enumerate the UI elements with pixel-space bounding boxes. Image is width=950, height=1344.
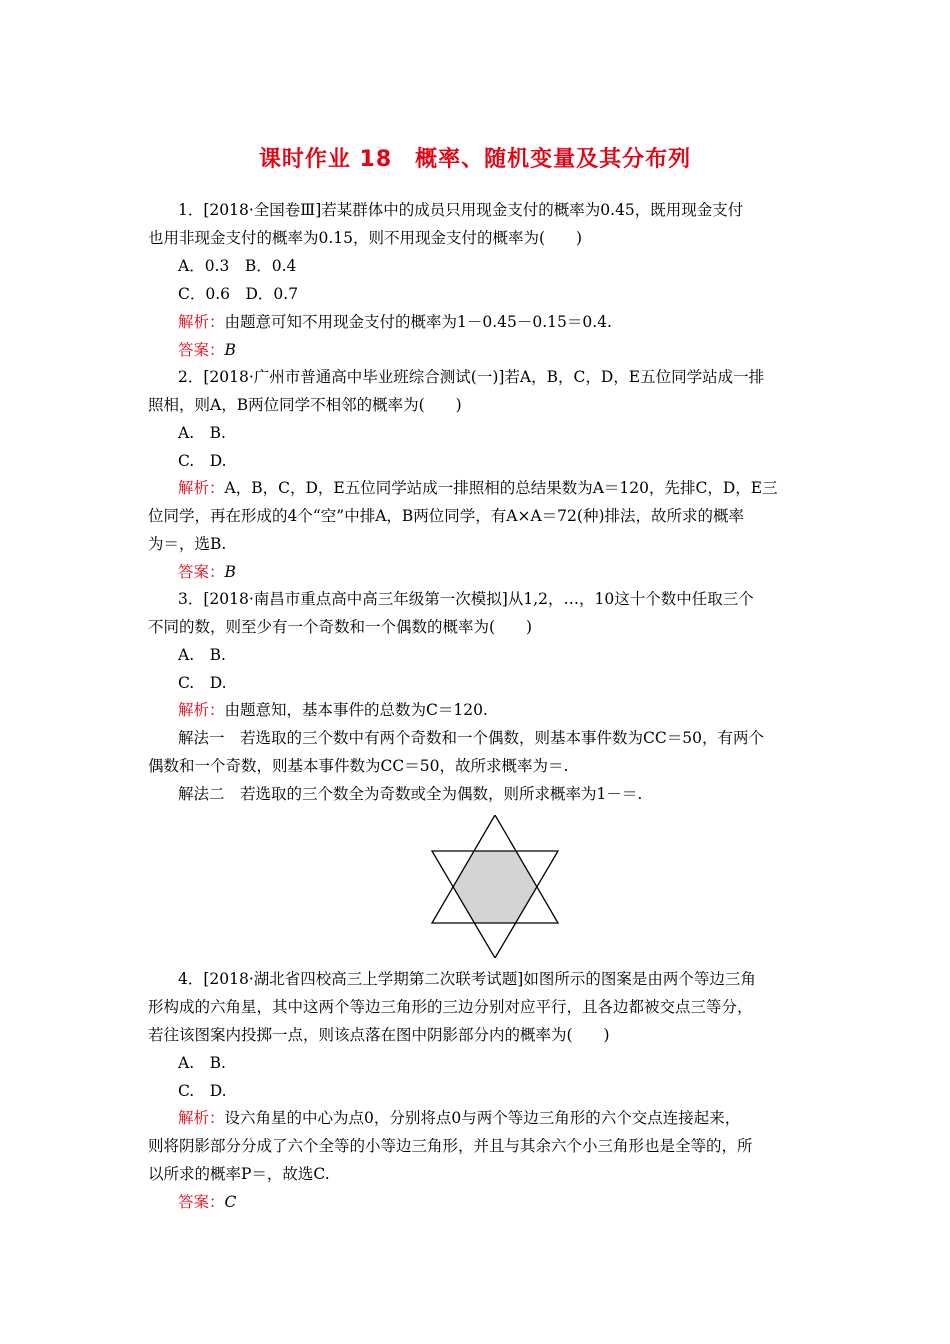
page-title: 课时作业 18 概率、随机变量及其分布列	[258, 147, 692, 172]
q2-options-cd: C. D.	[178, 452, 227, 470]
answer-label: 答案：	[178, 563, 225, 581]
q4-stem-line3: 若往该图案内投掷一点，则该点落在图中阴影部分内的概率为( )	[148, 1026, 610, 1044]
q2-stem-line1: 2．[2018·广州市普通高中毕业班综合测试(一)]若A，B，C，D，E五位同学站成一排	[178, 368, 765, 386]
answer-value: B	[224, 563, 236, 581]
q1-analysis	[178, 311, 612, 333]
q4-answer	[178, 1191, 236, 1213]
q1-stem-line1: 1．[2018·全国卷Ⅲ]若某群体中的成员只用现金支付的概率为0.45，既用现金支付	[178, 201, 744, 219]
q4-stem-line1: 4．[2018·湖北省四校高三上学期第二次联考试题]如图所示的图案是由两个等边三角	[178, 970, 756, 988]
analysis-label: 解析：	[178, 313, 225, 331]
q2-analysis-line2: 位同学，再在形成的4个“空”中排A，B两位同学，有A×A＝72(种)排法，故所求的概率	[148, 507, 744, 525]
q2-analysis-line3: 为＝，选B.	[148, 535, 227, 553]
q3-method1-line2: 偶数和一个奇数，则基本事件数为CC＝50，故所求概率为＝.	[148, 757, 569, 775]
q3-options-cd: C. D.	[178, 674, 227, 692]
q1-answer	[178, 339, 236, 361]
analysis-text: 由题意知，基本事件的总数为C＝120.	[224, 701, 488, 719]
q2-stem-line2: 照相，则A，B两位同学不相邻的概率为( )	[148, 396, 462, 414]
answer-value: C	[224, 1193, 237, 1211]
q1-stem-line2: 也用非现金支付的概率为0.15，则不用现金支付的概率为( )	[148, 229, 583, 247]
analysis-text: A，B，C，D，E五位同学站成一排照相的总结果数为A＝120，先排C，D，E三	[224, 479, 778, 497]
q3-options-ab: A. B.	[178, 646, 226, 664]
answer-value: B	[224, 341, 236, 359]
hexagram-figure	[430, 815, 560, 958]
q4-options-cd: C. D.	[178, 1082, 227, 1100]
q2-options-ab: A. B.	[178, 424, 226, 442]
analysis-text: 由题意可知不用现金支付的概率为1－0.45－0.15＝0.4.	[224, 313, 612, 331]
q3-stem-line1: 3．[2018·南昌市重点高中高三年级第一次模拟]从1,2，…，10这十个数中任取三个	[178, 590, 754, 608]
q3-analysis	[178, 699, 488, 721]
answer-label: 答案：	[178, 341, 225, 359]
shaded-hexagon	[453, 851, 537, 923]
q4-options-ab: A. B.	[178, 1054, 226, 1072]
q4-analysis-line2: 则将阴影部分分成了六个全等的小等边三角形，并且与其余六个小三角形也是全等的，所	[148, 1137, 753, 1155]
q4-analysis-line3: 以所求的概率P＝，故选C.	[148, 1165, 330, 1183]
q2-analysis-line1	[178, 477, 778, 499]
analysis-text: 设六角星的中心为点0，分别将点0与两个等边三角形的六个交点连接起来，	[224, 1109, 741, 1127]
answer-label: 答案：	[178, 1193, 225, 1211]
q3-method1-line1: 解法一 若选取的三个数中有两个奇数和一个偶数，则基本事件数为CC＝50，有两个	[178, 729, 764, 747]
analysis-label: 解析：	[178, 701, 225, 719]
q1-options-ab: A．0.3 B．0.4	[178, 257, 297, 275]
q1-options-cd: C．0.6 D．0.7	[178, 285, 299, 303]
q2-answer	[178, 561, 236, 583]
q4-analysis-line1	[178, 1107, 740, 1129]
analysis-label: 解析：	[178, 479, 225, 497]
q4-stem-line2: 形构成的六角星，其中这两个等边三角形的三边分别对应平行，且各边都被交点三等分，	[148, 998, 753, 1016]
analysis-label: 解析：	[178, 1109, 225, 1127]
q3-method2: 解法二 若选取的三个数全为奇数或全为偶数，则所求概率为1－＝.	[178, 785, 643, 803]
q3-stem-line2: 不同的数，则至少有一个奇数和一个偶数的概率为( )	[148, 618, 533, 636]
